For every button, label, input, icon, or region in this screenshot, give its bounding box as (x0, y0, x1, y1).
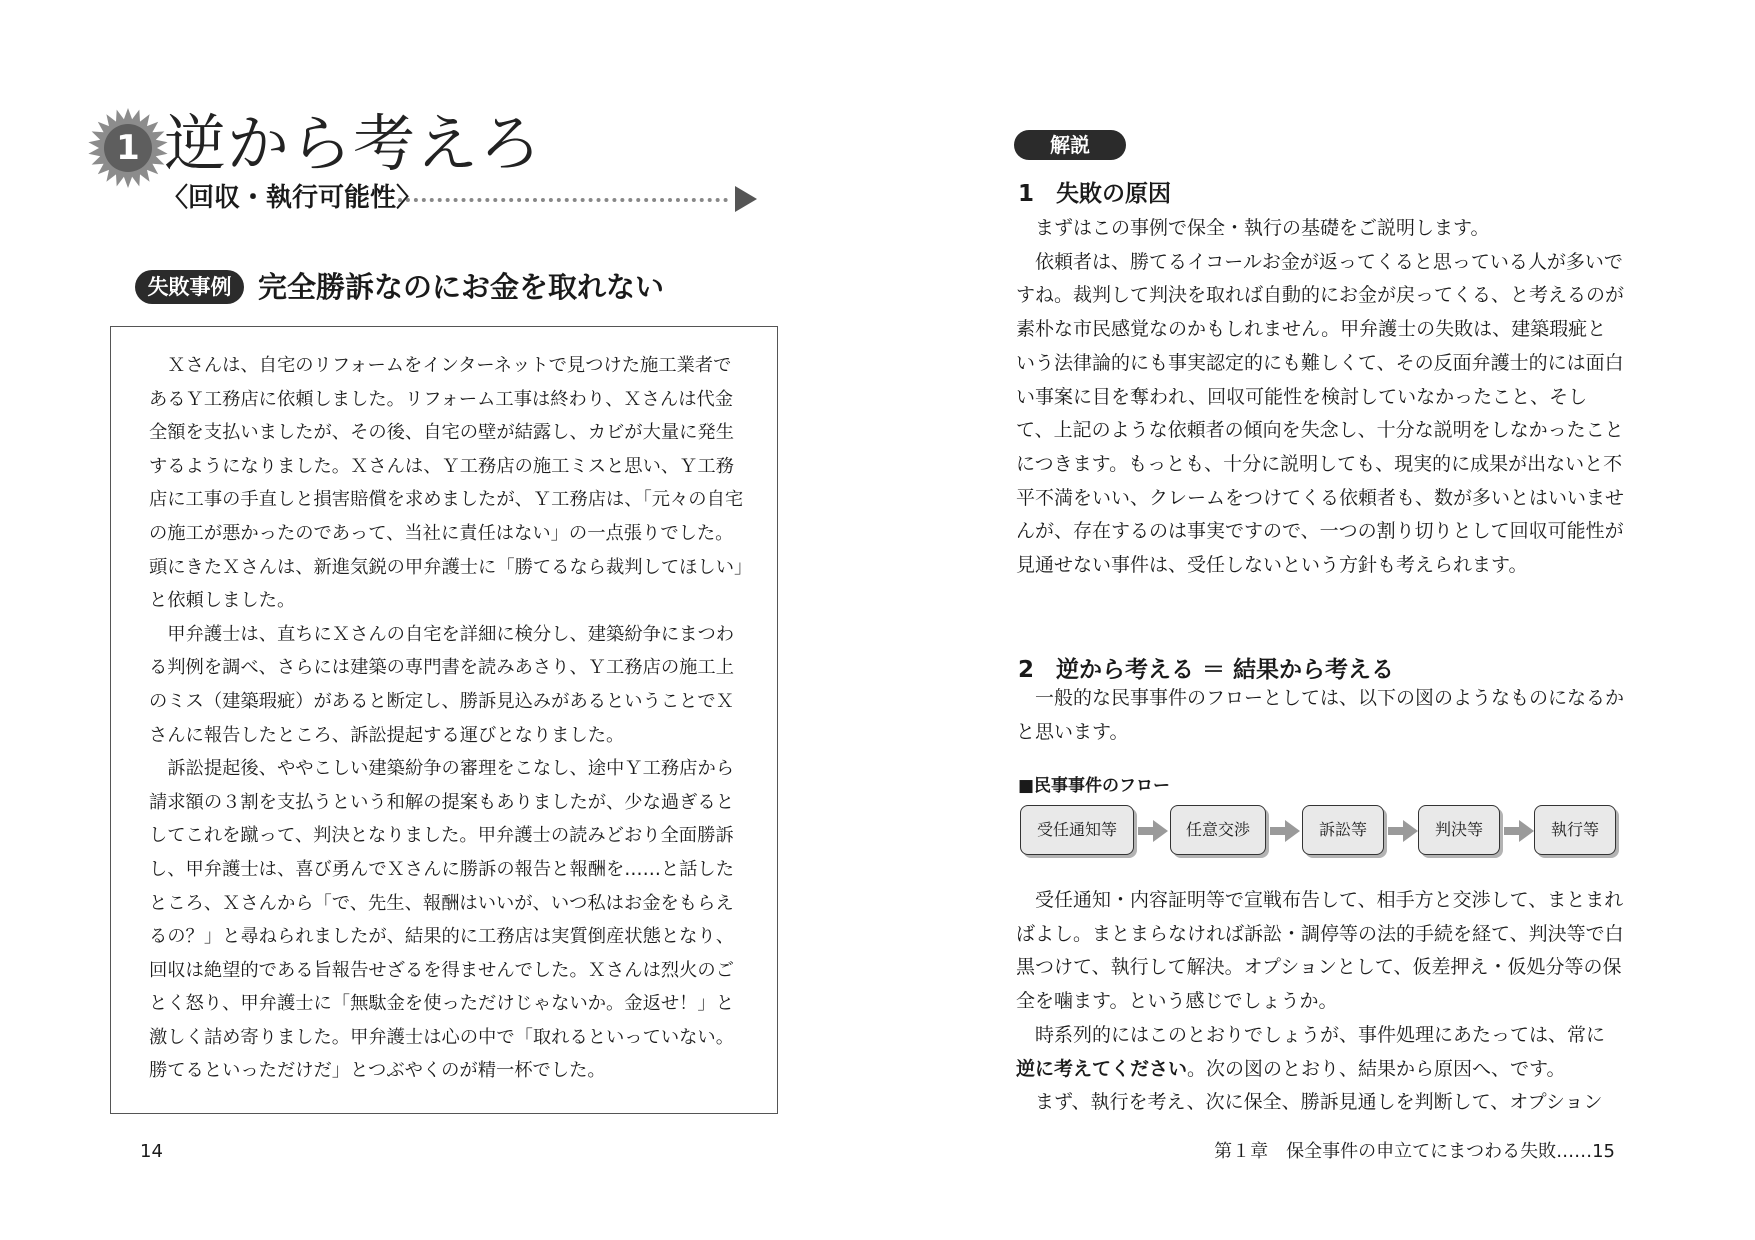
emphasis-text: 逆に考えてください (1016, 1057, 1188, 1080)
flow-step-box: 執行等 (1534, 805, 1616, 855)
left-page (0, 0, 877, 1240)
section-1-title: 失敗の原因 (1056, 181, 1171, 207)
body-paragraph-emphasis (1016, 1019, 1624, 1086)
flow-arrow-icon (1504, 820, 1534, 842)
chapter-subtitle: 〈回収・執行可能性〉 (162, 183, 423, 213)
body-paragraph: まずはこの事例で保全・執行の基礎をご説明します。 (1035, 217, 1490, 239)
failure-case-title: 完全勝訴なのにお金を取れない (258, 270, 665, 304)
flow-step-box: 判決等 (1418, 805, 1500, 855)
story-paragraph: Ｘさんは、自宅のリフォームをインターネットで見つけた施工業者であるＹ工務店に依頼しました。リフォーム工事は終わり、Ｘさんは代金全額を支払いましたが、その後、自宅の壁が結露し、カビが大量に発生するようになりました。Ｘさんは、Ｙ工務店の施工ミスと思い、Ｙ工務店に工事の手直しと損害賠償を求めましたが、Ｙ工務店は、「元々の自宅の施工が悪かったのであって、当社に責任はない」の一点張りでした。頭にきたＸさんは、新進気鋭の甲弁護士に「勝てるなら裁判してほしい」と依頼しました。 (149, 355, 744, 612)
chapter-title: 逆から考えろ (164, 107, 543, 180)
emphasis-lead-text: 時系列的にはこのとおりでしょうが、事件処理にあたっては、常に (1035, 1023, 1606, 1046)
flow-arrow-icon (1138, 820, 1168, 842)
section-2-number: 2 (1018, 657, 1035, 683)
flow-arrow-icon (1388, 820, 1418, 842)
section-1-body (1016, 212, 1624, 583)
body-paragraph: 受任通知・内容証明等で宣戦布告して、相手方と交渉して、まとまればよし。まとまらなければ訴訟・調停等の法的手続を経て、判決等で白黒つけて、執行して解決。オプションとして、仮差押え・仮処分等の保全を噛ます。という感じでしょうか。 (1016, 889, 1624, 1013)
body-paragraph: 依頼者は、勝てるイコールお金が返ってくると思っている人が多いですね。裁判して判決を取れば自動的にお金が戻ってくる、と考えるのが素朴な市民感覚なのかもしれません。甲弁護士の失敗は、建築瑕疵という法律論的にも事実認定的にも難しくて、その反面弁護士的には面白い事案に目を奪われ、回収可能性を検討していなかったこと、そして、上記のような依頼者の傾向を失念し、十分な説明をしなかったことにつきます。もっとも、十分に説明しても、現実的に成果が出ないと不平不満をいい、クレームをつけてくる依頼者も、数が多いとはいいませんが、存在するのは事実ですので、一つの割り切りとして回収可能性が見通せない事件は、受任しないという方針も考えられます。 (1016, 250, 1625, 577)
section-2-body (1016, 884, 1624, 1120)
section-1-number: 1 (1018, 181, 1035, 207)
section-1-heading (1018, 176, 1171, 212)
body-paragraph: 一般的な民事事件のフローとしては、以下の図のようなものになるかと思います。 (1016, 687, 1625, 743)
story-text (149, 349, 744, 1088)
story-paragraph: 訴訟提起後、ややこしい建築紛争の審理をこなし、途中Ｙ工務店から請求額の３割を支払うという和解の提案もありましたが、少な過ぎるとしてこれを蹴って、判決となりました。甲弁護士の読みどおり全面勝訴し、甲弁護士は、喜び勇んでＸさんに勝訴の報告と報酬を……と話したところ、Ｘさんから「で、先生、報酬はいいが、いつ私はお金をもらえるの？」と尋ねられましたが、結果的に工務店は実質倒産状態となり、回収は絶望的である旨報告せざるを得ませんでした。Ｘさんは烈火のごとく怒り、甲弁護士に「無駄金を使っただけじゃないか。金返せ！」と激しく詰め寄りました。甲弁護士は心の中で「取れるといっていない。勝てるといっただけだ」とつぶやくのが精一杯でした。 (149, 758, 735, 1082)
emphasis-tail-text: 。次の図のとおり、結果から原因へ、です。 (1187, 1057, 1566, 1080)
failure-case-badge: 失敗事例 (135, 270, 244, 304)
explanation-badge: 解説 (1014, 130, 1126, 160)
body-paragraph: まず、執行を考え、次に保全、勝訴見通しを判断して、オプション (1035, 1091, 1603, 1114)
flow-arrow-icon (1270, 820, 1300, 842)
story-paragraph: 甲弁護士は、直ちにＸさんの自宅を詳細に検分し、建築紛争にまつわる判例を調べ、さらには建築の専門書を読みあさり、Ｙ工務店の施工上のミス（建築瑕疵）があると断定し、勝訴見込みがあるということでＸさんに報告したところ、訴訟提起する運びとなりました。 (149, 623, 735, 746)
flow-step-box: 任意交渉 (1170, 805, 1266, 855)
triangle-arrow-icon (735, 186, 757, 212)
flow-diagram-label: ■民事事件のフロー (1018, 776, 1171, 796)
leader-dots (398, 198, 728, 202)
page-number-left: 14 (140, 1141, 163, 1162)
section-2-intro (1016, 682, 1624, 749)
chapter-number: 1 (116, 128, 140, 168)
section-2-title: 逆から考える ＝ 結果から考える (1056, 657, 1395, 683)
flow-step-box: 受任通知等 (1020, 805, 1134, 855)
flow-step-box: 訴訟等 (1302, 805, 1384, 855)
running-footer: 第１章 保全事件の申立てにまつわる失敗……15 (1214, 1141, 1615, 1162)
